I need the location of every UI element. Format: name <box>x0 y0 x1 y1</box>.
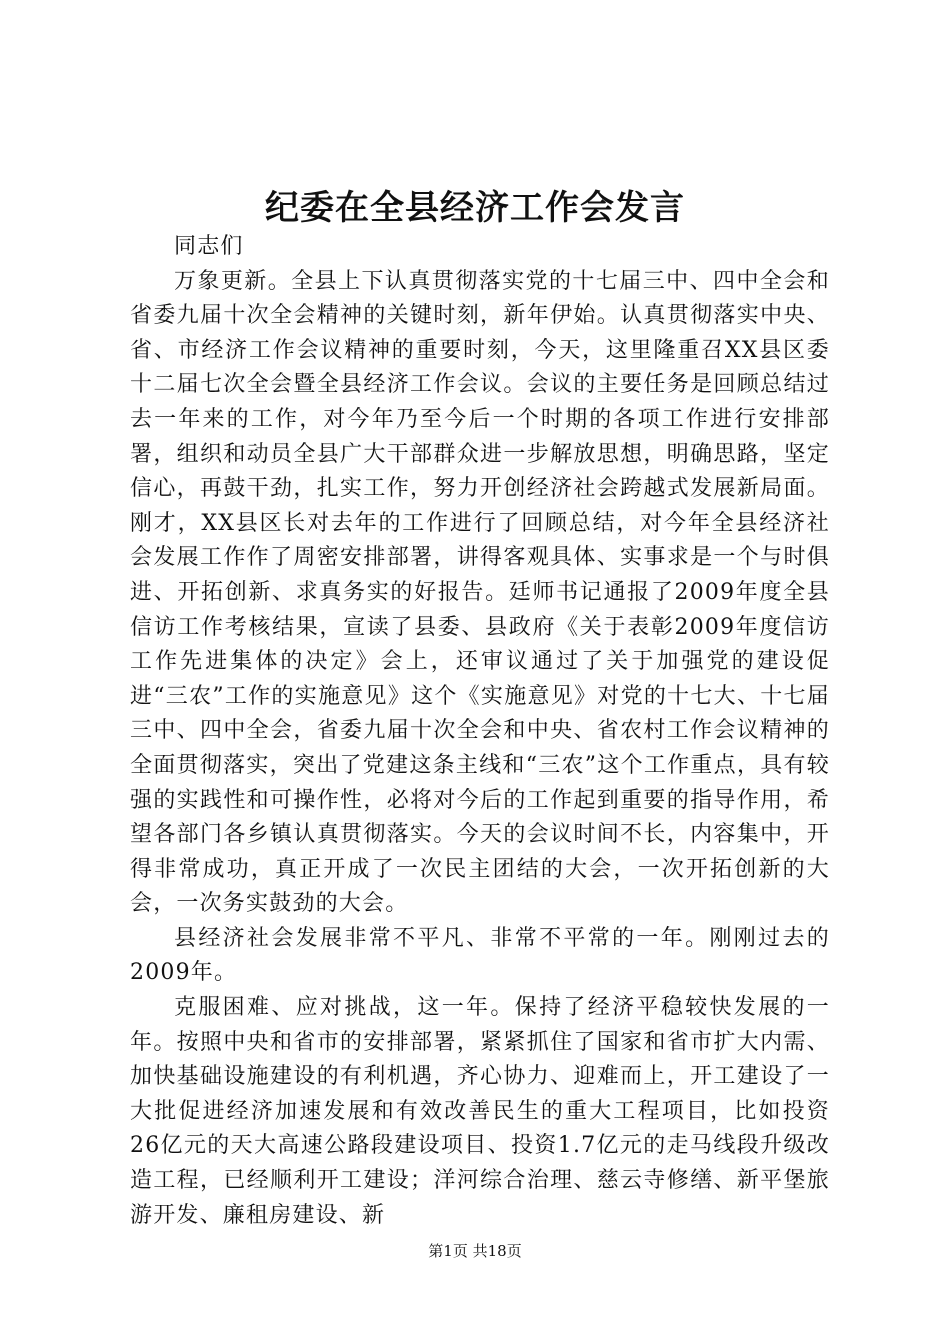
document-title: 纪委在全县经济工作会发言 <box>265 188 685 228</box>
document-body <box>130 230 830 1233</box>
body-paragraph: 克服困难、应对挑战，这一年。保持了经济平稳较快发展的一年。按照中央和省市的安排部署，紧紧抓住了国家和省市扩大内需、加快基础设施建设的有利机遇，齐心协力、迎难而上，开工建设了一大批促进经济加速发展和有效改善民生的重大工程项目，比如投资26亿元的天大高速公路段建设项目、投资1.7亿元的走马线段升级改造工程，已经顺利开工建设；洋河综合治理、慈云寺修缮、新平堡旅游开发、廉租房建设、新 <box>130 995 830 1228</box>
body-paragraph: 县经济社会发展非常不平凡、非常不平常的一年。刚刚过去的2009年。 <box>130 925 830 986</box>
page-number-footer: 第1页 共18页 <box>428 1242 522 1260</box>
salutation: 同志们 <box>174 234 244 259</box>
body-paragraph: 万象更新。全县上下认真贯彻落实党的十七届三中、四中全会和省委九届十次全会精神的关键时刻，新年伊始。认真贯彻落实中央、省、市经济工作会议精神的重要时刻，今天，这里隆重召XX县区委十二届七次全会暨全县经济工作会议。会议的主要任务是回顾总结过去一年来的工作，对今年乃至今后一个时期的各项工作进行安排部署，组织和动员全县广大干部群众进一步解放思想，明确思路，坚定信心，再鼓干劲，扎实工作，努力开创经济社会跨越式发展新局面。刚才，XX县区长对去年的工作进行了回顾总结，对今年全县经济社会发展工作作了周密安排部署，讲得客观具体、实事求是一个与时俱进、开拓创新、求真务实的好报告。廷师书记通报了2009年度全县信访工作考核结果，宣读了县委、县政府《关于表彰2009年度信访工作先进集体的决定》会上，还审议通过了关于加强党的建设促进“三农”工作的实施意见》这个《实施意见》对党的十七大、十七届三中、四中全会，省委九届十次全会和中央、省农村工作会议精神的全面贯彻落实，突出了党建这条主线和“三农”这个工作重点，具有较强的实践性和可操作性，必将对今后的工作起到重要的指导作用，希望各部门各乡镇认真贯彻落实。今天的会议时间不长，内容集中，开得非常成功，真正开成了一次民主团结的大会，一次开拓创新的大会，一次务实鼓劲的大会。 <box>130 268 830 917</box>
